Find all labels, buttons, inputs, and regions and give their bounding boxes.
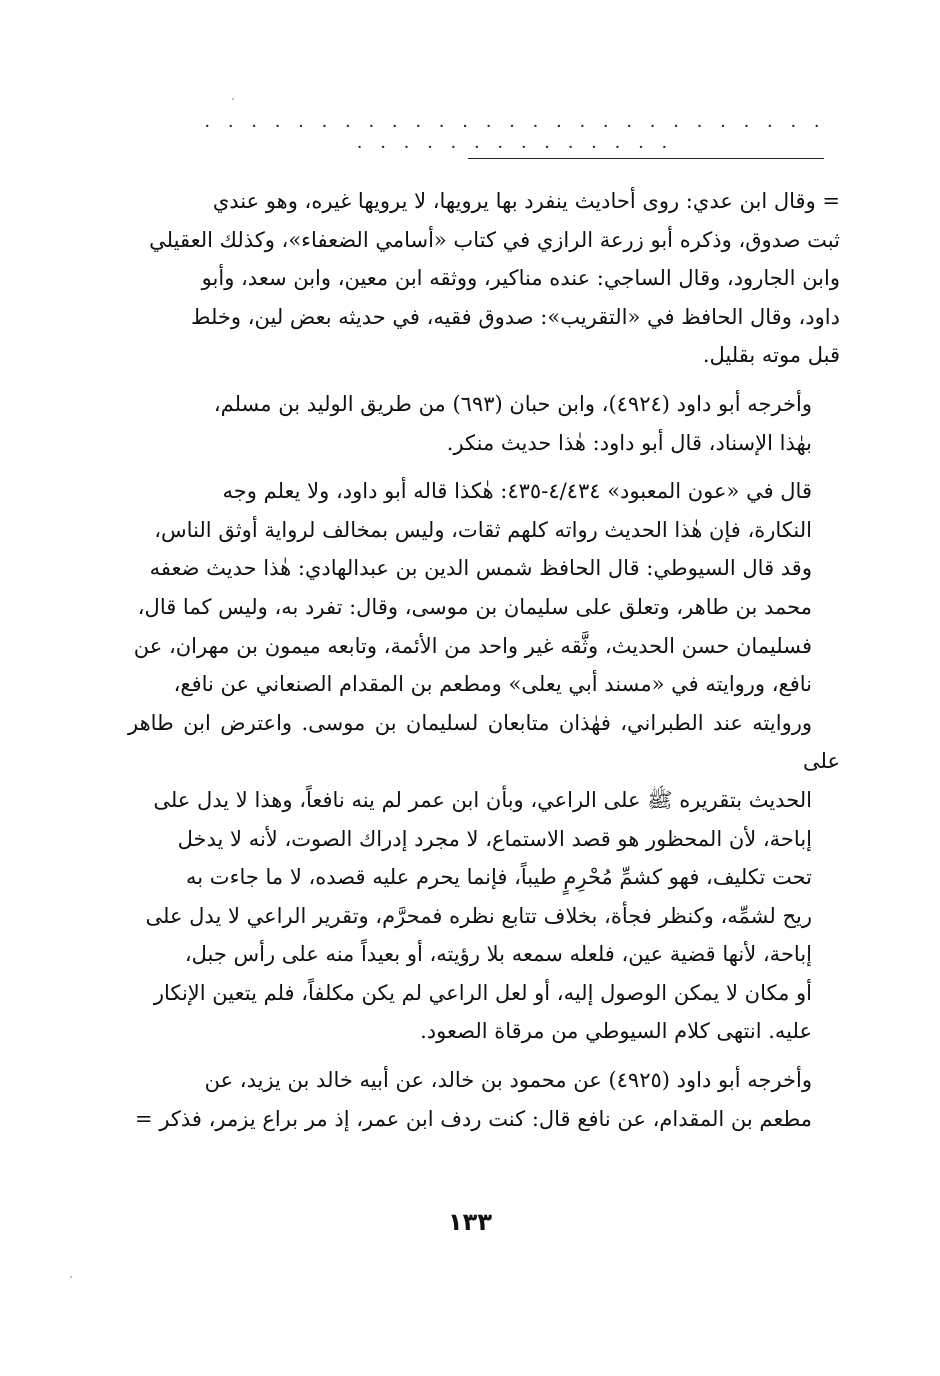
text-line: وأخرجه أبو داود (٤٩٢٤)، وابن حبان (٦٩٣) من طريق الوليد بن مسلم، [213,391,812,416]
text-line: تحت تكليف، فهو كشمِّ مُحْرِمٍ طيباً، فإنما يحرم عليه قصده، لا ما جاءت به [186,865,812,890]
text-line: وروايته عند الطبراني، فهٰذان متابعان لسليمان بن موسى. واعترض ابن طاهر على [128,710,840,774]
paragraph-2 [128,385,840,462]
text-line: إباحة، لأن المحظور هو قصد الاستماع، لا مجرد إدراك الصوت، لأنه لا يدخل [177,826,812,851]
text-line: عليه. انتهى كلام السيوطي من مرقاة الصعود. [420,1019,812,1044]
scan-speck [70,1276,72,1278]
text-line: وقد قال السيوطي: قال الحافظ شمس الدين بن عبدالهادي: هٰذا حديث ضعفه [149,556,812,581]
text-line: أو مكان لا يمكن الوصول إليه، أو لعل الراعي لم يكن مكلفاً، فلم يتعين الإنكار [153,980,812,1005]
text-line: قبل موته بقليل. [702,343,840,368]
text-line: وابن الجارود، وقال الساجي: عنده مناكير، ووثقه ابن معين، وابن سعد، وأبو [201,266,840,291]
text-line: محمد بن طاهر، وتعلق على سليمان بن موسى، وقال: تفرد به، وليس كما قال، [137,594,812,619]
text-line: قال في «عون المعبود» ٤/٤٣٤-٤٣٥: هٰكذا قاله أبو داود، ولا يعلم وجه [222,479,812,504]
text-line: بهٰذا الإسناد، قال أبو داود: هٰذا حديث منكر. [446,430,812,455]
text-line: مطعم بن المقدام، عن نافع قال: كنت ردف ابن عمر، إذ مر براع يزمر، فذكر = [135,1106,812,1131]
page-number: ١٣٣ [448,1208,492,1236]
text-line: فسليمان حسن الحديث، وثَّقه غير واحد من الأئمة، وتابعه ميمون بن مهران، عن [133,633,812,658]
text-line: ريح لشمِّه، وكنظر فجأة، بخلاف تتابع نظره فمحرَّم، وتقرير الراعي لا يدل على [145,903,812,928]
text-line: النكارة، فإن هٰذا الحديث رواته كلهم ثقات، وليس بمخالف لرواية أوثق الناس، [154,517,812,542]
header-dot-leader: · · · · · · · · · · · · · · · · · · · · · · · · · · · · · · · · · · · · · · · · · [204,116,826,158]
main-text [128,182,840,1148]
text-line: ثبت صدوق، وذكره أبو زرعة الرازي في كتاب «أسامي الضعفاء»، وكذلك العقيلي [149,227,840,252]
header-rule [468,158,824,159]
text-line: = وقال ابن عدي: روى أحاديث ينفرد بها يرويها، لا يرويها غيره، وهو عندي [212,189,840,213]
paragraph-1 [128,182,840,375]
paragraph-4 [128,1061,840,1138]
text-line: نافع، وروايته في «مسند أبي يعلى» ومطعم بن المقدام الصنعاني عن نافع، [173,672,812,697]
text-line: إباحة، لأنها قضية عين، فلعله سمعه بلا رؤيته، أو بعيداً منه على رأس جبل، [184,942,812,967]
scan-speck [232,98,234,100]
text-line: الحديث بتقريره ﷺ على الراعي، وبأن ابن عمر لم ينه نافعاً، وهذا لا يدل على [153,787,812,812]
text-line: وأخرجه أبو داود (٤٩٢٥) عن محمود بن خالد، عن أبيه خالد بن يزيد، عن [204,1068,812,1093]
text-line: داود، وقال الحافظ في «التقريب»: صدوق فقيه، في حديثه بعض لين، وخلط [191,304,840,329]
paragraph-3 [128,472,840,1051]
